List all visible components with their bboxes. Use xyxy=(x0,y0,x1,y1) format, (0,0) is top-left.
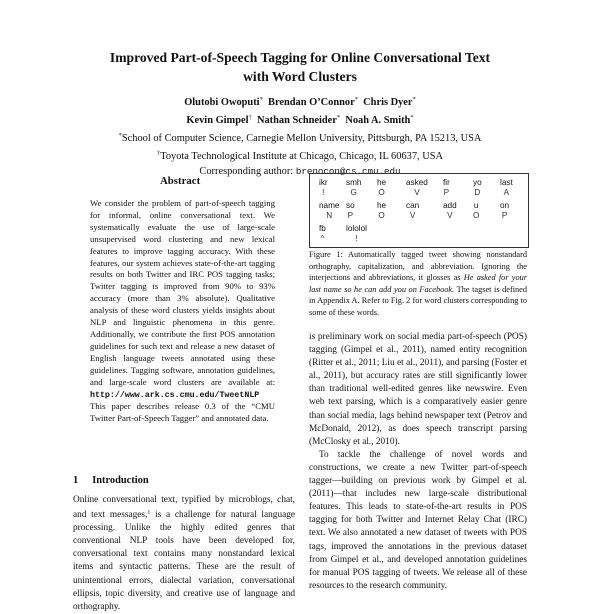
tagged-token xyxy=(500,201,509,220)
corresponding-email[interactable]: brenocon@cs.cmu.edu xyxy=(295,166,401,177)
token-tag: N xyxy=(326,210,333,220)
token-word: ikr xyxy=(319,178,328,187)
tagged-token xyxy=(346,178,361,197)
author-mark: * xyxy=(336,114,341,121)
token-word: add xyxy=(443,201,457,210)
author-line-1 xyxy=(0,92,600,110)
intro-text-1: Online conversational text, typified by microblogs, chat, and text messages, xyxy=(73,495,295,521)
token-tag: V xyxy=(409,210,416,220)
tagged-token xyxy=(346,201,355,220)
tagged-token xyxy=(319,224,326,243)
token-word: last xyxy=(500,178,513,187)
token-word: yo xyxy=(473,178,482,187)
author-mark: * xyxy=(354,96,358,103)
tagged-token xyxy=(319,201,339,220)
section-number: 1 xyxy=(73,475,79,486)
footnote-mark[interactable]: 1 xyxy=(147,510,151,517)
tagged-token xyxy=(473,178,482,197)
author-mark: * xyxy=(412,96,416,103)
affiliation-1 xyxy=(0,128,600,146)
author-block xyxy=(0,92,600,179)
token-word: fir xyxy=(443,178,450,187)
token-word: fb xyxy=(319,224,326,233)
right-column-body xyxy=(309,331,527,593)
abstract-text: We consider the problem of part-of-speech tagging for informal, online conversational text. We systematically evaluate the use of large-scale unsupervised word clustering and new lexical features to improve tagging accuracy. With these features, our system achieves state-of-the-art tagging results on both Twitter and IRC POS tagging tasks; Twitter tagging is improved from 90% to 93% accuracy (more than 3% absolute). Qualitative analysis of these word clusters yields insights about NLP and linguistic phenomena in this genre. Additionally, we contribute the first POS annotation guidelines for such text and release a new dataset of English language tweets annotated using these guidelines. Tagging software, annotation guidelines, and large-scale word clusters are available at: xyxy=(90,198,275,387)
tagged-token xyxy=(443,178,450,197)
token-word: asked xyxy=(406,178,428,187)
token-tag: P xyxy=(347,210,354,220)
author-name: Kevin Gimpel xyxy=(186,115,249,126)
token-tag: V xyxy=(447,210,453,220)
tagged-token xyxy=(377,201,386,220)
section-heading-introduction xyxy=(73,475,149,486)
affiliation-mark: * xyxy=(118,132,122,139)
title-line-2: with Word Clusters xyxy=(243,69,357,84)
token-word: can xyxy=(406,201,420,210)
author-name: Olutobi Owoputi xyxy=(184,97,260,108)
token-tag: G xyxy=(350,187,357,197)
caption-text-b: The tagset is defined in Appendix A. Refer to Fig. 2 for word clusters corresponding to some of these words. xyxy=(309,284,527,317)
token-tag: A xyxy=(503,187,510,197)
tagged-token xyxy=(377,178,386,197)
token-word: he xyxy=(377,178,387,187)
tagged-token xyxy=(319,178,328,197)
affiliation-2 xyxy=(0,146,600,164)
intro-text-2: is a challenge for natural language processing. Unlike the highly edited genres that conventional NLP tools have been developed for, conversational text contains many nonstandard lexical items and syntactic patterns. These are the result of unintentional errors, dialectal variation, conversational ellipsis, topic diversity, and creative use of language and orthography. xyxy=(73,510,295,612)
token-tag: ! xyxy=(355,233,358,243)
token-tag: O xyxy=(378,187,385,197)
tagged-token xyxy=(443,201,457,220)
section-title: Introduction xyxy=(92,475,149,486)
figure-1-caption xyxy=(309,249,527,318)
author-name: Chris Dyer xyxy=(363,97,413,108)
affiliation-text: School of Computer Science, Carnegie Mellon University, Pittsburgh, PA 15213, USA xyxy=(121,133,482,144)
token-word: so xyxy=(346,201,355,210)
author-mark: * xyxy=(410,114,414,121)
author-name: Noah A. Smith xyxy=(345,115,411,126)
abstract-body xyxy=(90,198,275,425)
abstract-url-link[interactable]: http://www.ark.cs.cmu.edu/TweetNLP xyxy=(90,390,260,400)
token-word: lololol xyxy=(346,224,367,233)
tagged-token xyxy=(500,178,513,197)
token-tag: P xyxy=(501,210,508,220)
token-tag: V xyxy=(414,187,420,197)
abstract-heading: Abstract xyxy=(160,175,201,187)
author-name: Brendan O’Connor xyxy=(268,97,355,108)
token-tag: O xyxy=(378,210,385,220)
tagged-token xyxy=(406,201,419,220)
author-mark: † xyxy=(248,114,252,121)
token-word: on xyxy=(500,201,510,210)
figure-1-box xyxy=(309,173,529,248)
tagged-token xyxy=(406,178,428,197)
author-name: Nathan Schneider xyxy=(256,115,337,126)
caption-text-a: Figure 1: Automatically tagged tweet showing nonstandard orthography, capitalization, and abbreviation. Ignoring the interjections and abbreviations, it glosses as xyxy=(309,250,527,282)
token-tag: D xyxy=(474,187,481,197)
corresponding-label: Corresponding author: xyxy=(199,166,294,177)
caption-gloss: He asked for your last name so he can add you on Facebook. xyxy=(309,273,528,294)
token-tag: ^ xyxy=(320,233,325,243)
affiliation-text: Toyota Technological Institute at Chicago, Chicago, IL 60637, USA xyxy=(160,151,444,162)
paper-title xyxy=(0,48,600,86)
token-word: he xyxy=(377,201,387,210)
abstract-release-note: This paper describes release 0.3 of the “CMU Twitter Part-of-Speech Tagger” and annotated data. xyxy=(90,401,275,424)
body-paragraph: is preliminary work on social media part-of-speech (POS) tagging (Gimpel et al., 2011), named entity recognition (Ritter et al., 2011; Liu et al., 2011), and parsing (Foster et al., 2011), but accuracy rates are still significantly lower than traditional well-edited genres like newswire. Even web text parsing, which is a comparatively easier genre than social media, lags behind newspaper text (Petrov and McDonald, 2012), as does speech transcript parsing (McClosky et al., 2010). xyxy=(309,332,527,447)
token-tag: P xyxy=(443,187,450,197)
affiliation-mark: † xyxy=(156,150,161,157)
token-word: smh xyxy=(346,178,362,187)
token-tag: ! xyxy=(322,187,325,197)
body-paragraph: To tackle the challenge of novel words and constructions, we create a new Twitter part-of-speech tagger—building on previous work by Gimpel et al. (2011)—that includes new large-scale distributional features. This leads to state-of-the-art results in POS tagging for both Twitter and Internet Relay Chat (IRC) text. We also annotated a new dataset of tweets with POS tags, improved the annotations in the previous dataset from Gimpel et al., and developed annotation guidelines for manual POS tagging of tweets. We release all of these resources to the research community. xyxy=(309,449,527,591)
tagged-token xyxy=(346,224,367,243)
tagged-token xyxy=(473,201,479,220)
author-line-2 xyxy=(0,110,600,128)
title-line-1: Improved Part-of-Speech Tagging for Online Conversational Text xyxy=(109,50,491,65)
author-mark: * xyxy=(259,96,263,103)
introduction-body xyxy=(73,494,295,614)
token-word: u xyxy=(473,201,479,210)
token-word: name xyxy=(319,201,340,210)
token-tag: O xyxy=(473,210,480,220)
